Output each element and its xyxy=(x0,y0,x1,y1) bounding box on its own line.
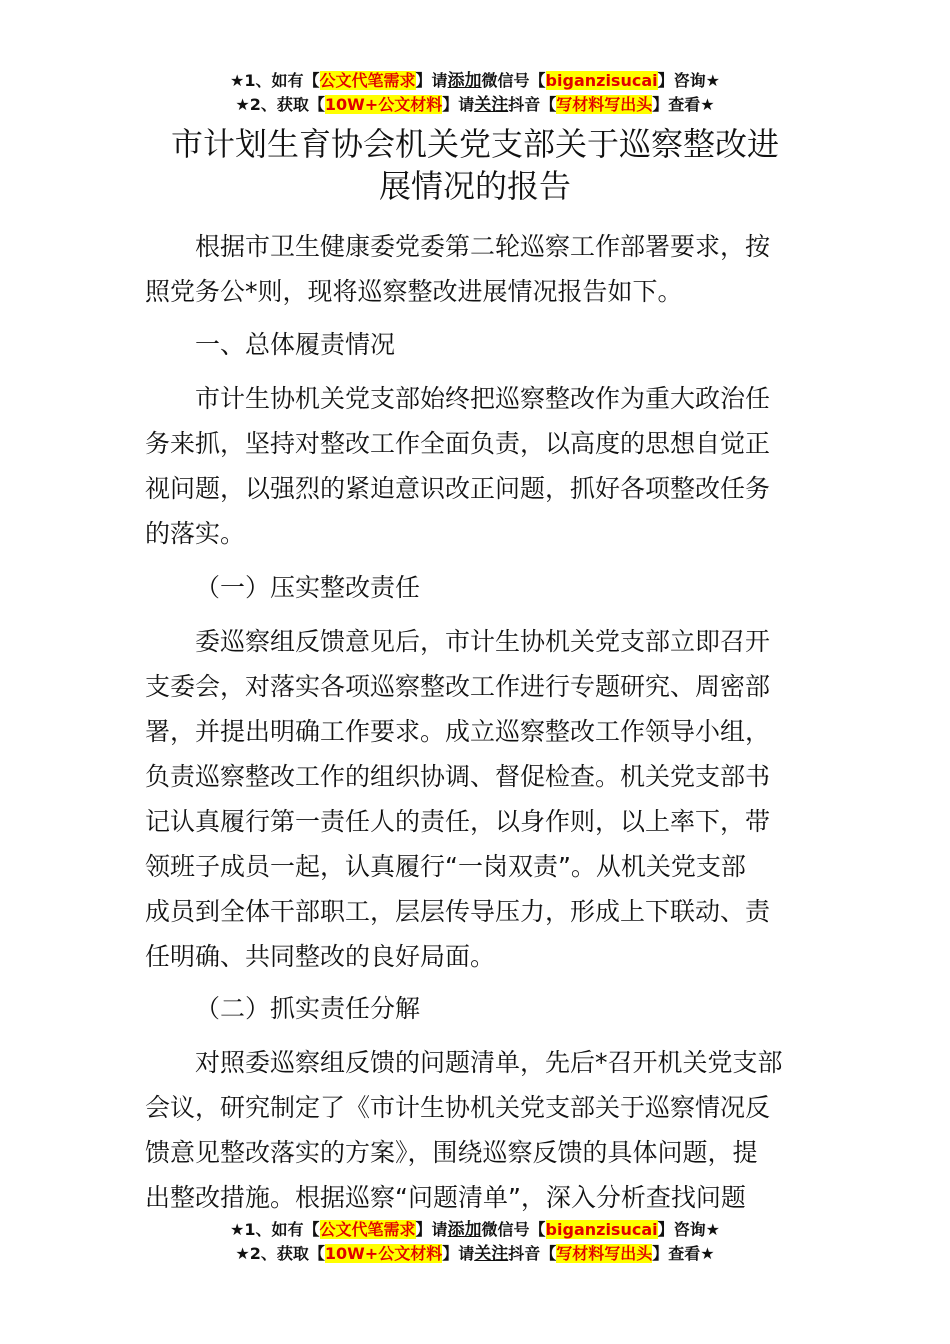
paragraph-line: 根据市卫生健康委党委第二轮巡察工作部署要求，按 xyxy=(195,232,771,261)
promo-highlight: 写材料写出头 xyxy=(556,1244,653,1263)
subsection-heading-2 xyxy=(145,986,805,1031)
paragraph-line: 视问题，以强烈的紧迫意识改正问题，抓好各项整改任务 xyxy=(145,474,771,503)
paragraph-line: 署，并提出明确工作要求。成立巡察整改工作领导小组， xyxy=(145,717,771,746)
promo-text: ★1、如有【 xyxy=(230,1220,320,1239)
document-body xyxy=(145,224,805,314)
promo-emphasis: 关注 xyxy=(474,1244,509,1264)
promo-emphasis: 关注 xyxy=(474,95,509,115)
paragraph-line: 的落实。 xyxy=(145,519,246,548)
promo-highlight: 公文代笔需求 xyxy=(319,1220,416,1239)
promo-highlight: 10W+公文材料 xyxy=(324,95,443,114)
paragraph-line: 委巡察组反馈意见后，市计生协机关党支部立即召开 xyxy=(195,627,771,656)
promo-text: 抖音【 xyxy=(508,1244,557,1263)
promo-text: 微信号【 xyxy=(481,71,546,90)
promo-text: 】请 xyxy=(415,71,448,90)
section-heading: 一、总体履责情况 xyxy=(195,330,396,359)
paragraph-line: 支委会，对落实各项巡察整改工作进行专题研究、周密部 xyxy=(145,672,771,701)
paragraph-line: 记认真履行第一责任人的责任，以身作则，以上率下，带 xyxy=(145,807,771,836)
promo-highlight: 10W+公文材料 xyxy=(324,1244,443,1263)
promo-line-2 xyxy=(0,94,950,116)
promo-text: ★2、获取【 xyxy=(235,1244,325,1263)
paragraph-line: 领班子成员一起，认真履行“一岗双责”。从机关党支部 xyxy=(145,852,746,881)
promo-text: 】请 xyxy=(442,95,475,114)
paragraph-line: 会议，研究制定了《市计生协机关党支部关于巡察情况反 xyxy=(145,1093,771,1122)
subsection-heading-1 xyxy=(145,565,805,610)
paragraph-line: 馈意见整改落实的方案》，围绕巡察反馈的具体问题，提 xyxy=(145,1138,758,1167)
promo-text: 微信号【 xyxy=(481,1220,546,1239)
paragraph-line: 对照委巡察组反馈的问题清单，先后*召开机关党支部 xyxy=(195,1048,783,1077)
paragraph-line: 任明确、共同整改的良好局面。 xyxy=(145,942,496,971)
promo-footer-line-2 xyxy=(0,1243,950,1265)
paragraph-line: 出整改措施。根据巡察“问题清单”，深入分析查找问题 xyxy=(145,1183,746,1212)
document-title-line-2: 展情况的报告 xyxy=(378,167,571,205)
paragraph-line: 负责巡察整改工作的组织协调、督促检查。机关党支部书 xyxy=(145,762,771,791)
promo-footer-line-1 xyxy=(0,1219,950,1241)
promo-text: ★2、获取【 xyxy=(235,95,325,114)
section-heading-1 xyxy=(145,322,805,367)
promo-line-1 xyxy=(0,70,950,92)
paragraph-line: 务来抓，坚持对整改工作全面负责，以高度的思想自觉正 xyxy=(145,429,771,458)
paragraph-4 xyxy=(145,1040,805,1220)
promo-text: 】查看★ xyxy=(652,95,715,114)
paragraph-2 xyxy=(145,376,805,556)
paragraph-line: 成员到全体干部职工，层层传导压力，形成上下联动、责 xyxy=(145,897,771,926)
promo-text: 】咨询★ xyxy=(657,1220,720,1239)
promo-text: 抖音【 xyxy=(508,95,557,114)
paragraph-line: 照党务公*则，现将巡察整改进展情况报告如下。 xyxy=(145,277,683,306)
promo-highlight: biganzisucai xyxy=(545,71,658,90)
promo-highlight: biganzisucai xyxy=(545,1220,658,1239)
subsection-heading: （一）压实整改责任 xyxy=(195,573,421,602)
document-title-line-1: 市计划生育协会机关党支部关于巡察整改进 xyxy=(170,125,779,163)
promo-highlight: 公文代笔需求 xyxy=(319,71,416,90)
promo-emphasis: 添加 xyxy=(447,1220,482,1240)
subsection-heading: （二）抓实责任分解 xyxy=(195,994,421,1023)
promo-text: 】请 xyxy=(442,1244,475,1263)
promo-text: 】咨询★ xyxy=(657,71,720,90)
promo-text: ★1、如有【 xyxy=(230,71,320,90)
promo-emphasis: 添加 xyxy=(447,71,482,91)
paragraph-3 xyxy=(145,619,805,979)
promo-text: 】请 xyxy=(415,1220,448,1239)
paragraph-line: 市计生协机关党支部始终把巡察整改作为重大政治任 xyxy=(195,384,771,413)
promo-highlight: 写材料写出头 xyxy=(556,95,653,114)
promo-text: 】查看★ xyxy=(652,1244,715,1263)
